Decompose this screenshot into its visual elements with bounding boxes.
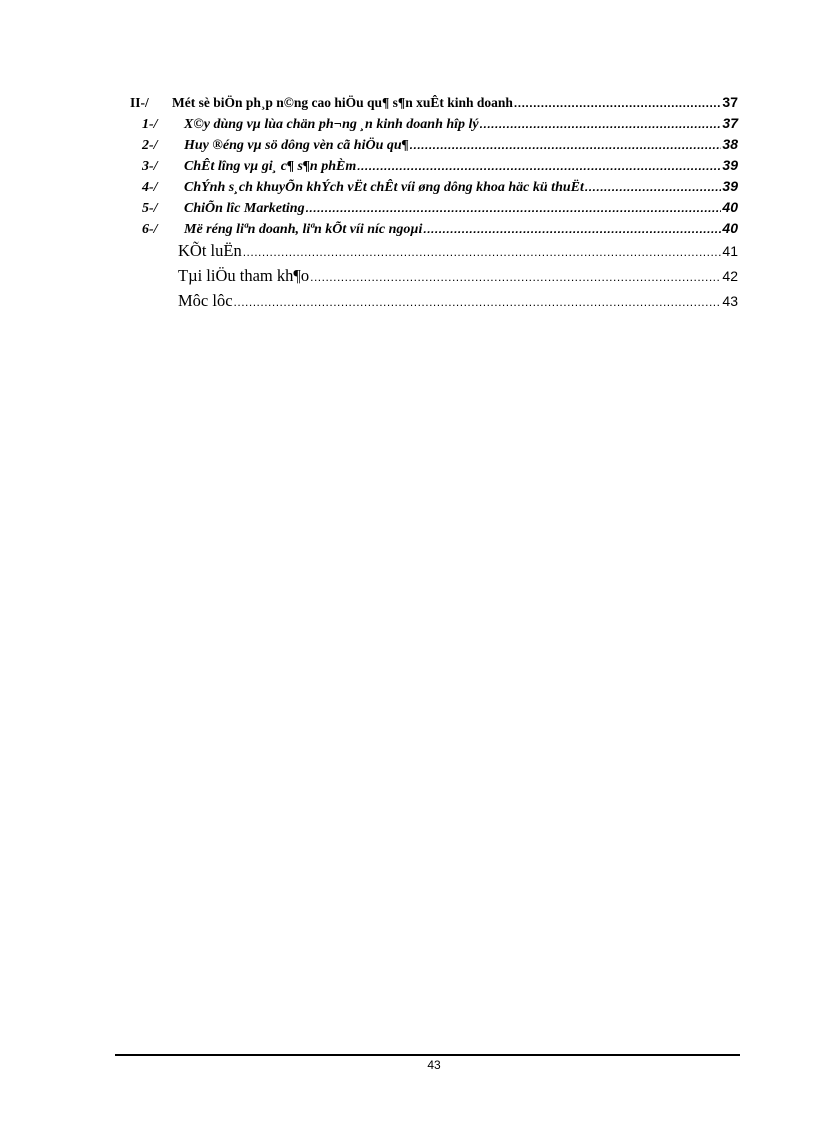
footer-divider <box>115 1054 740 1056</box>
toc-title: Tµi liÖu tham kh¶o <box>178 266 310 285</box>
toc-entry[interactable] <box>130 178 738 199</box>
dot-leader <box>423 222 721 236</box>
toc-title: Më réng liªn doanh, liªn kÕt víi níc ngoµi <box>184 222 423 237</box>
toc-page: 39 <box>722 178 738 194</box>
dot-leader <box>585 180 722 194</box>
toc-entry[interactable] <box>130 291 738 316</box>
dot-leader <box>357 159 721 173</box>
toc-title: ChÊt lîng vµ gi¸ c¶ s¶n phÈm <box>184 159 357 174</box>
toc-entry[interactable] <box>130 94 738 115</box>
toc-entry[interactable] <box>130 220 738 241</box>
toc-number: 2-/ <box>142 138 158 153</box>
dot-leader <box>234 295 722 309</box>
toc-page: 41 <box>722 243 738 259</box>
toc-number: 5-/ <box>142 201 158 216</box>
toc-page: 40 <box>722 199 738 215</box>
toc-entry[interactable] <box>130 241 738 266</box>
toc-number: II-/ <box>130 95 149 110</box>
dot-leader <box>306 201 722 215</box>
toc-title: KÕt luËn <box>178 241 242 260</box>
toc-page: 40 <box>722 220 738 236</box>
dot-leader <box>310 270 721 284</box>
dot-leader <box>514 96 722 110</box>
toc-entry[interactable] <box>130 115 738 136</box>
toc-number: 4-/ <box>142 180 158 195</box>
toc-title: Huy ®éng vµ sö dông vèn cã hiÖu qu¶ <box>184 138 409 153</box>
toc-entry[interactable] <box>130 157 738 178</box>
toc-page: 37 <box>722 115 738 131</box>
toc-entry[interactable] <box>130 266 738 291</box>
dot-leader <box>243 245 722 259</box>
dot-leader <box>410 138 722 152</box>
toc-number: 1-/ <box>142 117 158 132</box>
dot-leader <box>480 117 722 131</box>
toc-title: ChÝnh s¸ch khuyÕn khÝch vËt chÊt víi øng dông khoa häc kü thuËt <box>184 180 584 195</box>
toc-page: 38 <box>722 136 738 152</box>
toc-title: X©y dùng vµ lùa chän ph¬ng ¸n kinh doanh hîp lý <box>184 117 479 132</box>
toc-title: Môc lôc <box>178 291 233 310</box>
toc-number: 6-/ <box>142 222 158 237</box>
toc-page: 42 <box>722 268 738 284</box>
toc-page: 39 <box>722 157 738 173</box>
footer-page-number: 43 <box>427 1058 441 1072</box>
toc-title: Mét sè biÖn ph¸p n©ng cao hiÖu qu¶ s¶n xuÊt kinh doanh <box>172 95 513 110</box>
toc-number: 3-/ <box>142 159 158 174</box>
toc-page: 37 <box>722 94 738 110</box>
table-of-contents <box>130 94 738 316</box>
toc-entry[interactable] <box>130 199 738 220</box>
toc-title: ChiÕn lîc Marketing <box>184 201 305 216</box>
toc-entry[interactable] <box>130 136 738 157</box>
toc-page: 43 <box>722 293 738 309</box>
